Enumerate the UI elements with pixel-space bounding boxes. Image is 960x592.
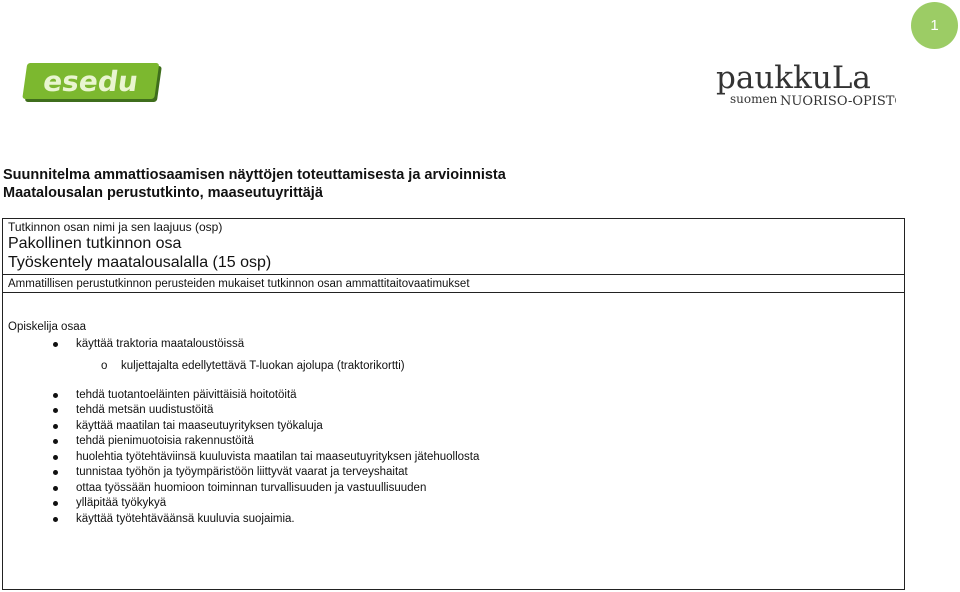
esedu-logo [22,58,167,115]
esedu-logo-text: esedu [41,65,141,98]
list-item-text: käyttää maatilan tai maaseutuyrityksen työkaluja [76,419,323,432]
bullet-icon [53,455,58,460]
requirements-list-continued [8,388,904,528]
qualification-header-cell [3,219,904,275]
list-item-text: tehdä metsän uudistustöitä [76,404,214,416]
list-item [8,337,904,353]
bullet-icon [53,470,58,475]
list-item [8,496,904,512]
bullet-icon [53,408,58,413]
requirements-list [8,337,904,353]
list-item [8,481,904,497]
list-item-text: tehdä tuotantoeläinten päivittäisiä hoitotöitä [76,388,297,401]
list-item-text: käyttää traktoria maataloustöissä [76,338,245,350]
qualification-name: Työskentely maatalousalalla (15 osp) [8,254,272,271]
bullet-icon [53,486,58,491]
paukkula-logo-graphic [716,58,896,110]
list-item [8,388,904,404]
list-item [8,450,904,466]
title-line-2: Maatalousalan perustutkinto, maaseutuyrittäjä [3,185,323,201]
bullet-icon [53,342,58,347]
requirements-heading: Ammatillisen perustutkinnon perusteiden mukaiset tutkinnon osan ammattitaitovaatimukset [3,275,904,293]
esedu-logo-graphic [22,58,167,110]
requirements-content [3,293,904,527]
list-item [8,465,904,481]
qualification-type: Pakollinen tutkinnon osa [8,235,182,252]
paukkula-logo [716,58,896,115]
list-item-text: käyttää työtehtäväänsä kuuluvia suojaimia. [76,512,295,525]
paukkula-logo-nuoriso: NUORISO-OPISTO [780,94,896,109]
list-item-text: tehdä pienimuotoisia rakennustöitä [76,435,254,447]
list-item-text: huolehtia työtehtäviinsä kuuluvista maatilan tai maaseutuyrityksen jätehuollosta [76,450,480,463]
paukkula-logo-text: paukkuLa [716,60,871,96]
list-item-text: ottaa työssään huomioon toiminnan turvallisuuden ja vastuullisuuden [76,481,427,494]
list-item-text: tunnistaa työhön ja työympäristöön liittyvät vaarat ja terveyshaitat [76,466,408,478]
paukkula-logo-suomen: suomen [730,92,778,106]
list-item [8,403,904,419]
title-line-1: Suunnitelma ammattiosaamisen näyttöjen toteuttamisesta ja arvioinnista [3,167,506,183]
list-item [8,434,904,450]
document-title [3,166,506,202]
list-item [8,419,904,435]
bullet-icon [53,517,58,522]
sub-list-item-text: kuljettajalta edellytettävä T-luokan ajolupa (traktorikortti) [121,359,405,372]
bullet-icon [53,501,58,506]
form-table [2,218,905,590]
bullet-icon [53,439,58,444]
page-number-badge [911,2,958,49]
requirements-intro: Opiskelija osaa [8,321,86,333]
page-number: 1 [930,17,939,34]
sub-bullet-icon: o [101,359,108,372]
list-item [8,512,904,528]
list-item-text: ylläpitää työkykyä [76,497,167,509]
qualification-label: Tutkinnon osan nimi ja sen laajuus (osp) [8,220,223,234]
bullet-icon [53,393,58,398]
bullet-icon [53,424,58,429]
sub-list-item [8,359,904,374]
